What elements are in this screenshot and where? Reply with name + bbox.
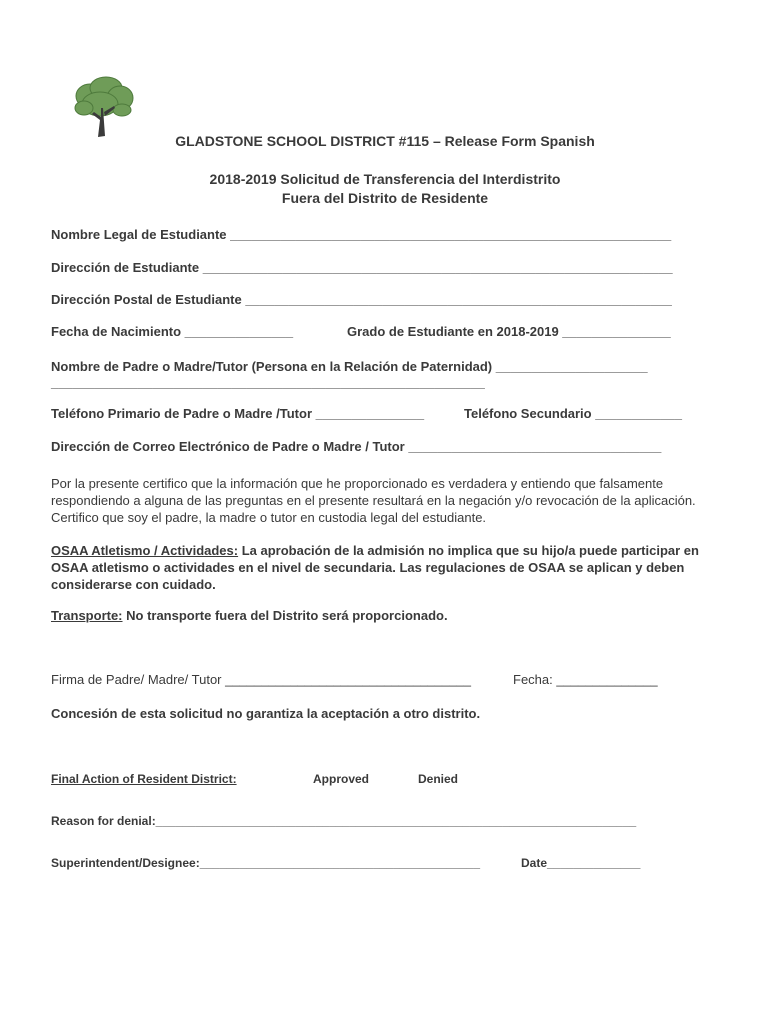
certification-paragraph: Por la presente certifico que la información que he proporcionado es verdadera y entiendo que falsamente respondiendo a alguna de las preguntas en el presente resultará en la negación y/o revocación de la aplicación. Certifico que soy el padre, la madre o tutor en custodia legal del estudiante.	[51, 476, 696, 525]
signature-date-field[interactable]: Fecha: ______________	[513, 672, 658, 687]
acceptance-notice: Concesión de esta solicitud no garantiza la aceptación a otro distrito.	[51, 706, 481, 721]
parent-name-field[interactable]: Nombre de Padre o Madre/Tutor (Persona en la Relación de Paternidad) _____________________	[51, 359, 648, 374]
mailing-address-field[interactable]: Dirección Postal de Estudiante ___________________________________________________________	[51, 292, 672, 307]
form-subtitle-line-2: Fuera del Distrito de Residente	[281, 190, 489, 206]
tree-logo-icon	[70, 74, 136, 140]
parent-signature-field[interactable]: Firma de Padre/ Madre/ Tutor __________________________________	[51, 672, 471, 687]
osaa-label: OSAA Atletismo / Actividades:	[51, 543, 239, 558]
denied-option[interactable]: Denied	[418, 772, 459, 786]
final-action-label: Final Action of Resident District:	[51, 772, 237, 786]
superintendent-field[interactable]: Superintendent/Designee:__________________________________________	[51, 856, 480, 870]
secondary-phone-field[interactable]: Teléfono Secundario ____________	[464, 406, 682, 421]
osaa-text: La aprobación de la admisión no implica que su hijo/a puede participar en OSAA atletismo o actividades en el nivel de secundaria. Las regulaciones de OSAA se aplican y deben considerarse con cuidado.	[51, 543, 699, 592]
transport-label: Transporte:	[51, 608, 123, 623]
osaa-paragraph	[51, 542, 716, 593]
transport-paragraph	[51, 607, 716, 624]
grade-field[interactable]: Grado de Estudiante en 2018-2019 _______________	[347, 324, 671, 339]
approved-option[interactable]: Approved	[313, 772, 370, 786]
email-field[interactable]: Dirección de Correo Electrónico de Padre o Madre / Tutor ___________________________________	[51, 439, 662, 454]
transport-text: No transporte fuera del Distrito será proporcionado.	[122, 608, 448, 623]
parent-name-field-continuation[interactable]: ____________________________________________________________	[51, 375, 485, 390]
superintendent-date-field[interactable]: Date______________	[521, 856, 641, 870]
form-title: GLADSTONE SCHOOL DISTRICT #115 – Release Form Spanish	[175, 133, 595, 149]
student-name-field[interactable]: Nombre Legal de Estudiante _____________________________________________________________	[51, 227, 672, 242]
primary-phone-field[interactable]: Teléfono Primario de Padre o Madre /Tutor _______________	[51, 406, 425, 421]
form-subtitle: 2018-2019 Solicitud de Transferencia del Interdistrito	[209, 171, 561, 187]
birth-date-field[interactable]: Fecha de Nacimiento _______________	[51, 324, 294, 339]
denial-reason-field[interactable]: Reason for denial:________________________________________________________________________	[51, 814, 637, 828]
student-address-field[interactable]: Dirección de Estudiante _________________________________________________________________	[51, 260, 673, 275]
